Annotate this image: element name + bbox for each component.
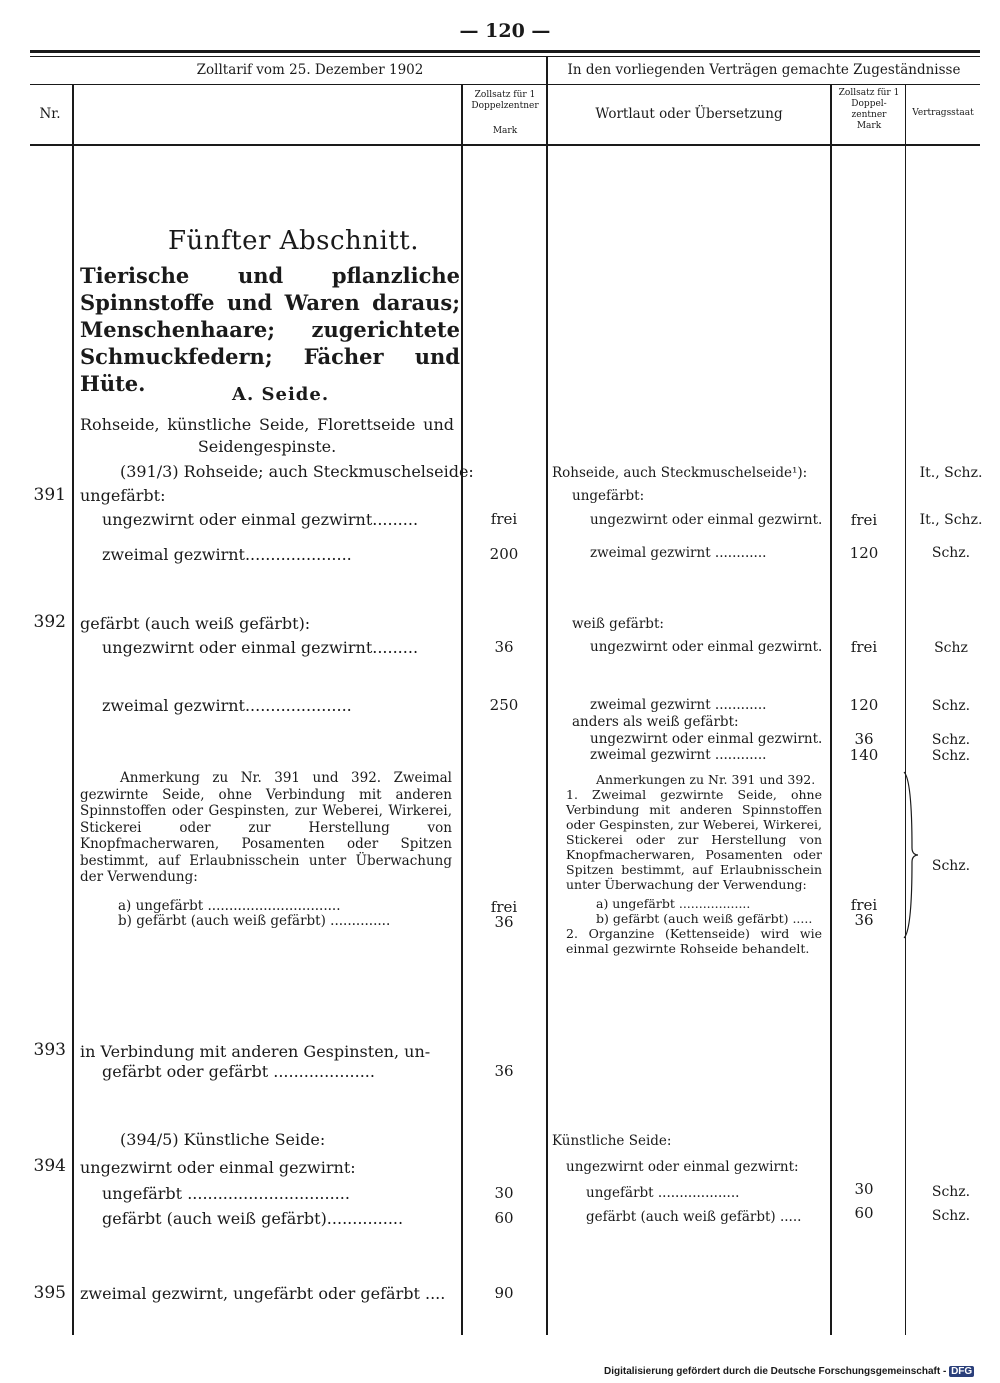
column-header-rate2-unit: Mark (856, 121, 882, 131)
treaty-rate-anders-b: 140 (849, 746, 879, 764)
treaty-state-anders-b: Schz. (931, 748, 971, 764)
column-header-nr: Nr. (39, 106, 61, 122)
treaty-item-anders-b: zweimal gezwirnt ............ (590, 747, 767, 763)
tariff-number-392: 392 (33, 612, 66, 632)
right-table-title: In den vorliegenden Verträgen gemachte Zugeständnisse (567, 62, 961, 78)
treaty-state-ungefaerbt-b: Schz. (931, 545, 971, 561)
treaty-label-anders: anders als weiß gefärbt: (572, 714, 739, 730)
treaty-state-weiss-a: Schz (934, 640, 968, 656)
heading-394: (394/5) Künstliche Seide: (120, 1130, 326, 1149)
tariff-number-393: 393 (33, 1040, 66, 1060)
item-391-b: zweimal gezwirnt..................... (102, 545, 352, 564)
rate-394-a: 30 (494, 1184, 514, 1202)
section-part: A. Seide. (232, 384, 330, 405)
treaty-label-weiss: weiß gefärbt: (572, 616, 664, 632)
section-title: Fünfter Abschnitt. (168, 226, 419, 256)
section-group: Rohseide, künstliche Seide, Florettseide und Seidengespinste. (80, 415, 454, 456)
treaty-note-state: Schz. (931, 858, 971, 874)
footer-credit (604, 1366, 974, 1377)
item-391-a: ungezwirnt oder einmal gezwirnt......... (102, 510, 419, 529)
treaty-note-2: 2. Organzine (Kettenseide) wird wie einmal gezwirnte Rohseide behandelt. (566, 926, 822, 956)
item-395: zweimal gezwirnt, ungefärbt oder gefärbt .... (80, 1284, 446, 1303)
column-line-mid (546, 56, 548, 1335)
item-392-b: zweimal gezwirnt..................... (102, 696, 352, 715)
column-header-rate-unit: Mark (492, 126, 518, 136)
header-rule (30, 144, 980, 146)
label-391: ungefärbt: (80, 486, 166, 505)
treaty-item-weiss-a: ungezwirnt oder einmal gezwirnt. (590, 639, 823, 655)
tariff-number-394: 394 (33, 1156, 66, 1176)
top-rule-thin (30, 56, 980, 57)
note-391-392: Anmerkung zu Nr. 391 und 392. Zweimal gezwirnte Seide, ohne Verbindung mit anderen Spinnstoffen oder Gespinsten, zur Weberei, Wirkerei, Stickerei oder zur Herstellung von Knopfmacherwaren, Posamenten oder Spitzen bestimmt, auf Erlaubnisschein unter Überwachung der Verwendung: (80, 770, 452, 885)
treaty-state-rohseide: It., Schz. (919, 465, 983, 481)
treaty-rate-ungefaerbt-b: 120 (849, 544, 879, 562)
page-number: — 120 — (459, 20, 551, 42)
treaty-note-1-b: b) gefärbt (auch weiß gefärbt) ..... (596, 911, 813, 926)
treaty-state-weiss-b: Schz. (931, 698, 971, 714)
left-table-title: Zolltarif vom 25. Dezember 1902 (196, 62, 424, 78)
heading-391: (391/3) Rohseide; auch Steckmuschelseide: (120, 462, 474, 481)
treaty-label-ungefaerbt: ungefärbt: (572, 488, 645, 504)
treaty-state-kuenstlich-a: Schz. (931, 1184, 971, 1200)
note-item-b: b) gefärbt (auch weiß gefärbt) .............. (118, 913, 391, 929)
column-header-rate-label: Zollsatz für 1 Doppelzentner (471, 90, 539, 111)
treaty-rate-weiss-a: frei (850, 638, 878, 656)
rate-391-a: frei (490, 510, 518, 528)
treaty-rate-weiss-b: 120 (849, 696, 879, 714)
treaty-item-kuenstlich-b: gefärbt (auch weiß gefärbt) ..... (586, 1209, 802, 1225)
column-line-rate (461, 85, 463, 1335)
rate-391-b: 200 (489, 545, 519, 563)
treaty-item-anders-a: ungezwirnt oder einmal gezwirnt. (590, 731, 823, 747)
treaty-note-1-a-rate: frei (850, 896, 878, 914)
note-rate-b: 36 (494, 913, 514, 931)
item-394-b: gefärbt (auch weiß gefärbt)............... (102, 1209, 404, 1228)
treaty-heading-rohseide: Rohseide, auch Steckmuschelseide¹): (552, 465, 808, 481)
treaty-rate-anders-a: 36 (854, 730, 874, 748)
item-392-a: ungezwirnt oder einmal gezwirnt......... (102, 638, 419, 657)
section-subtitle: Tierische und pflanzliche Spinnstoffe und Waren daraus; Menschenhaare; zugerichtete Schmuckfedern; Fächer und Hüte. (80, 263, 460, 396)
treaty-note-1-b-rate: 36 (854, 911, 874, 929)
item-394-a: ungefärbt ................................ (102, 1184, 350, 1203)
rate-392-a: 36 (494, 638, 514, 656)
title-rule (30, 84, 980, 85)
note-rate-a: frei (490, 898, 518, 916)
treaty-item-kuenstlich-a: ungefärbt ................... (586, 1185, 740, 1201)
treaty-rate-kuenstlich-a: 30 (854, 1180, 874, 1198)
column-header-rate2 (834, 88, 904, 132)
tariff-number-395: 395 (33, 1283, 66, 1303)
treaty-state-anders-a: Schz. (931, 732, 971, 748)
label-392: gefärbt (auch weiß gefärbt): (80, 614, 311, 633)
treaty-heading-kuenstlich: Künstliche Seide: (552, 1133, 672, 1149)
footer-text: Digitalisierung gefördert durch die Deutsche Forschungsgemeinschaft - (604, 1366, 947, 1377)
treaty-item-ungefaerbt-a: ungezwirnt oder einmal gezwirnt. (590, 512, 823, 528)
note-item-a: a) ungefärbt ............................... (118, 898, 341, 914)
column-header-state: Vertragsstaat (912, 108, 974, 118)
column-line-nr (72, 85, 74, 1335)
item-393-line2: gefärbt oder gefärbt .................... (102, 1062, 375, 1081)
treaty-state-kuenstlich-b: Schz. (931, 1208, 971, 1224)
treaty-state-ungefaerbt-a: It., Schz. (919, 512, 983, 528)
treaty-note-1-a: a) ungefärbt .................. (596, 896, 751, 911)
top-rule (30, 50, 980, 53)
rate-394-b: 60 (494, 1209, 514, 1227)
column-header-wording: Wortlaut oder Übersetzung (595, 106, 783, 122)
treaty-rate-kuenstlich-b: 60 (854, 1204, 874, 1222)
treaty-note-1: 1. Zweimal gezwirnte Seide, ohne Verbindung mit anderen Spinnstoffen oder Gespinsten, zur Weberei, Wirkerei, Stickerei oder zur Herstellung von Knopfmacherwaren, Posamenten oder Spitzen bestimmt, auf Erlaubnisschein unter Überwachung der Verwendung: (566, 787, 822, 892)
rate-392-b: 250 (489, 696, 519, 714)
rate-395: 90 (494, 1284, 514, 1302)
treaty-rate-ungefaerbt-a: frei (850, 511, 878, 529)
tariff-number-391: 391 (33, 485, 66, 505)
column-header-rate2-label: Zollsatz für 1 Doppel-zentner (838, 88, 900, 120)
dfg-logo-icon: DFG (951, 1366, 973, 1377)
treaty-notes-heading: Anmerkungen zu Nr. 391 und 392. (596, 772, 816, 787)
column-header-rate (464, 90, 546, 137)
item-393-line1: in Verbindung mit anderen Gespinsten, un- (80, 1042, 431, 1061)
column-line-rate2 (830, 85, 832, 1335)
treaty-item-weiss-b: zweimal gezwirnt ............ (590, 697, 767, 713)
treaty-label-kuenstlich: ungezwirnt oder einmal gezwirnt: (566, 1159, 799, 1175)
label-394: ungezwirnt oder einmal gezwirnt: (80, 1158, 356, 1177)
treaty-item-ungefaerbt-b: zweimal gezwirnt ............ (590, 545, 767, 561)
brace-icon (900, 770, 920, 940)
rate-393: 36 (494, 1062, 514, 1080)
